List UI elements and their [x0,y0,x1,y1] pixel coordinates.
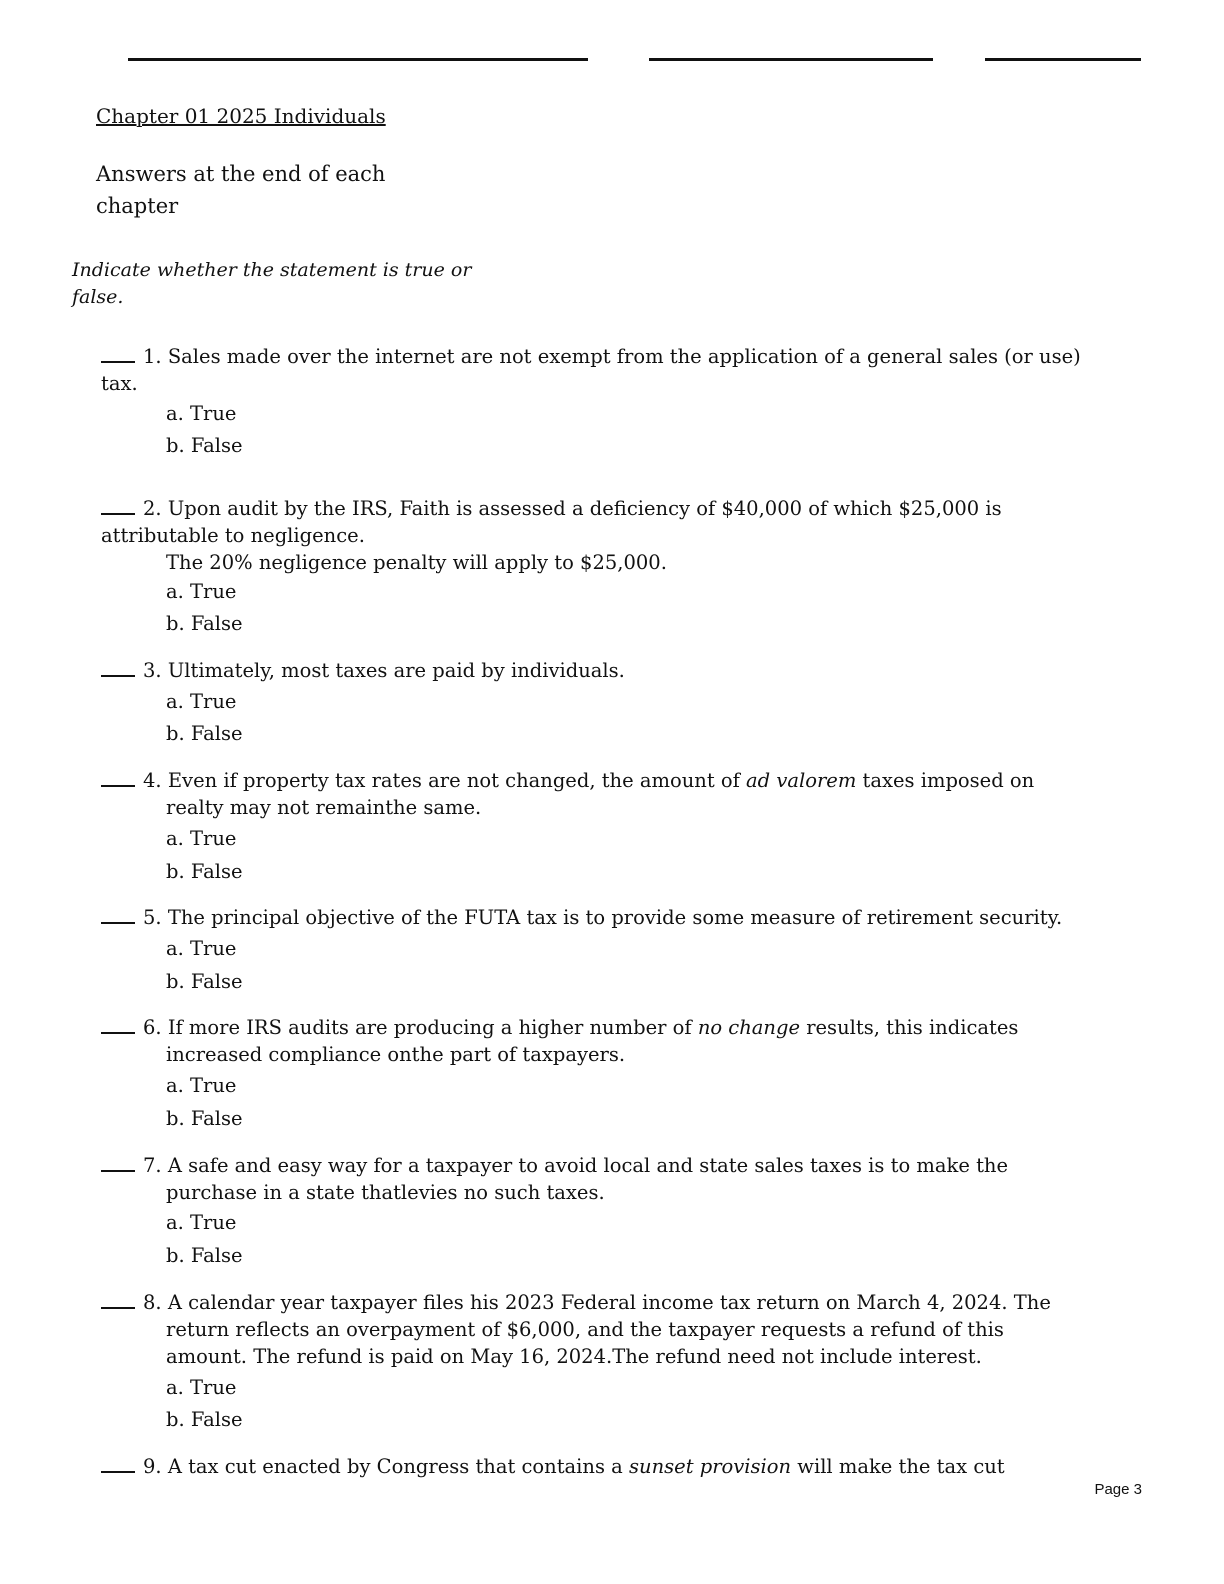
answer-blank[interactable] [101,904,135,924]
option-true[interactable]: a. True [166,402,237,425]
question-5 [101,904,1161,931]
question-8 [101,1289,1161,1370]
option-false[interactable]: b. False [166,612,243,635]
question-text-emphasis: ad valorem [746,769,857,792]
option-true[interactable]: a. True [166,1376,237,1399]
question-text-cont: increased compliance onthe part of taxpayers. [166,1043,626,1066]
answer-blank[interactable] [101,1152,135,1172]
question-text-emphasis: no change [697,1016,800,1039]
question-text: results, this indicates [800,1016,1019,1039]
question-text: Upon audit by the IRS, Faith is assessed a deficiency of $40,000 of which $25,000 is [167,497,1002,520]
question-number: 6. [143,1016,162,1039]
question-6 [101,1014,1161,1068]
answer-blank[interactable] [101,767,135,787]
question-3 [101,657,1161,684]
class-line [649,58,933,61]
option-true[interactable]: a. True [166,827,237,850]
question-text: Sales made over the internet are not exempt from the application of a general sales (or use) [167,345,1081,368]
question-number: 7. [143,1154,162,1177]
option-true[interactable]: a. True [166,1211,237,1234]
question-text: The principal objective of the FUTA tax is to provide some measure of retirement security. [167,906,1063,929]
question-7 [101,1152,1161,1206]
option-false[interactable]: b. False [166,722,243,745]
answer-blank[interactable] [101,1453,135,1473]
date-line [985,58,1141,61]
question-number: 3. [143,659,162,682]
instructions: Indicate whether the statement is true or false. [72,259,472,308]
question-2 [101,495,1161,576]
question-9 [101,1453,1161,1480]
question-number: 4. [143,769,162,792]
question-text: will make the tax cut [791,1455,1005,1478]
option-true[interactable]: a. True [166,690,237,713]
option-true[interactable]: a. True [166,937,237,960]
answer-blank[interactable] [101,1289,135,1309]
answers-note: Answers at the end of each chapter [96,162,386,218]
question-1 [101,343,1161,397]
name-line [128,58,588,61]
option-false[interactable]: b. False [166,1408,243,1431]
chapter-title: Chapter 01 2025 Individuals [96,104,386,128]
answer-blank[interactable] [101,343,135,363]
answer-blank[interactable] [101,495,135,515]
question-text-cont: purchase in a state thatlevies no such taxes. [166,1181,605,1204]
question-text-emphasis: sunset provision [629,1455,792,1478]
page-number: Page 3 [1094,1481,1142,1498]
option-false[interactable]: b. False [166,1107,243,1130]
question-text-cont: attributable to negligence. [101,524,365,547]
question-text: If more IRS audits are producing a higher number of [167,1016,698,1039]
option-false[interactable]: b. False [166,1244,243,1267]
question-number: 9. [143,1455,162,1478]
question-text: taxes imposed on [856,769,1035,792]
question-number: 2. [143,497,162,520]
question-text-cont: realty may not remainthe same. [166,796,482,819]
question-text: A calendar year taxpayer files his 2023 Federal income tax return on March 4, 2024. The [167,1291,1051,1314]
option-true[interactable]: a. True [166,580,237,603]
question-text-cont: The 20% negligence penalty will apply to $25,000. [166,551,667,574]
question-text: A safe and easy way for a taxpayer to avoid local and state sales taxes is to make the [167,1154,1008,1177]
question-text-cont: return reflects an overpayment of $6,000, and the taxpayer requests a refund of this [166,1318,1004,1341]
question-number: 8. [143,1291,162,1314]
question-text-cont: amount. The refund is paid on May 16, 2024.The refund need not include interest. [166,1345,982,1368]
option-true[interactable]: a. True [166,1074,237,1097]
question-number: 1. [143,345,162,368]
question-text: A tax cut enacted by Congress that contains a [167,1455,630,1478]
question-number: 5. [143,906,162,929]
option-false[interactable]: b. False [166,434,243,457]
answer-blank[interactable] [101,657,135,677]
question-text: Ultimately, most taxes are paid by individuals. [167,659,625,682]
question-text: Even if property tax rates are not changed, the amount of [167,769,747,792]
question-4 [101,767,1161,821]
option-false[interactable]: b. False [166,970,243,993]
answer-blank[interactable] [101,1014,135,1034]
question-text-cont: tax. [101,372,138,395]
option-false[interactable]: b. False [166,860,243,883]
